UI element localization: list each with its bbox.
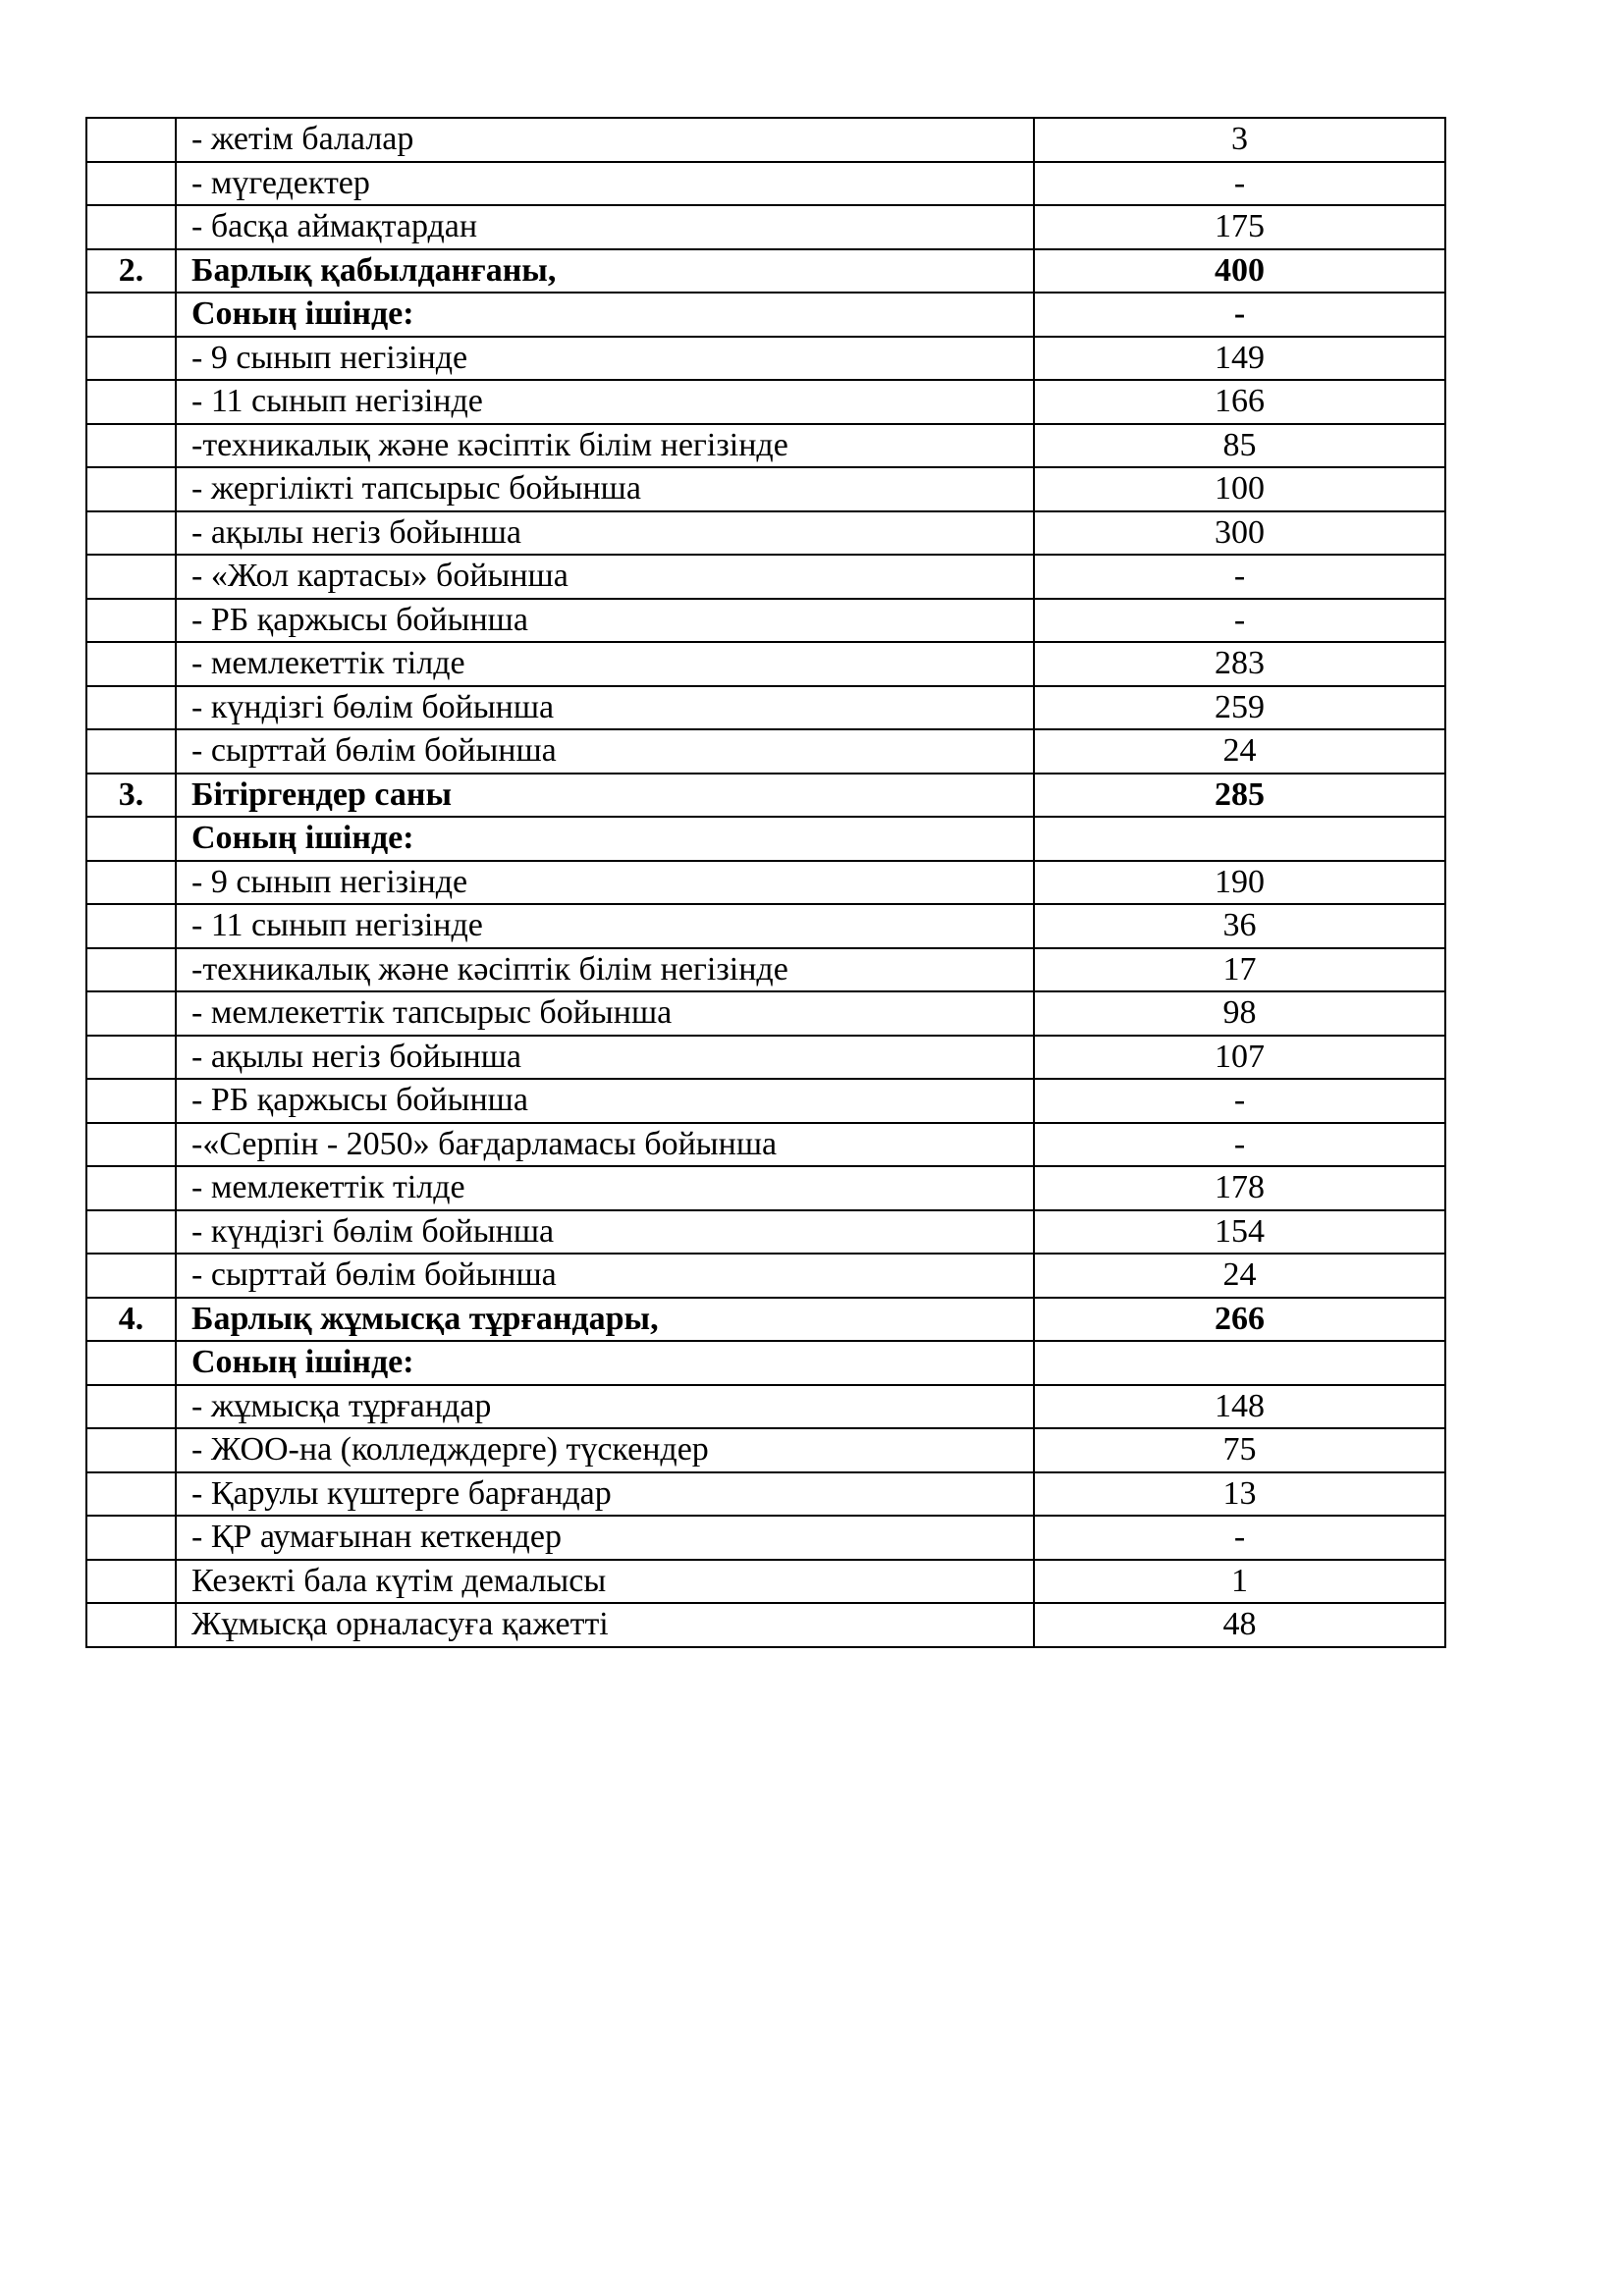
table-row [86, 1210, 1445, 1255]
row-label-cell: - ҚР аумағынан кеткендер [176, 1516, 1034, 1560]
table-row [86, 555, 1445, 599]
row-value-cell: 75 [1034, 1428, 1445, 1472]
row-number-cell [86, 511, 176, 556]
row-value-cell: 36 [1034, 904, 1445, 948]
row-label-cell: - жетім балалар [176, 118, 1034, 162]
row-value-cell: - [1034, 1516, 1445, 1560]
row-value-cell: - [1034, 293, 1445, 337]
row-value-cell: 400 [1034, 249, 1445, 294]
row-value-cell: - [1034, 1123, 1445, 1167]
table-row [86, 205, 1445, 249]
row-value-cell: 98 [1034, 991, 1445, 1036]
row-label-cell: - «Жол картасы» бойынша [176, 555, 1034, 599]
row-label-cell: - 11 сынып негізінде [176, 380, 1034, 424]
row-value-cell [1034, 817, 1445, 861]
row-value-cell: 154 [1034, 1210, 1445, 1255]
row-value-cell: 85 [1034, 424, 1445, 468]
row-label-cell: Соның ішінде: [176, 1341, 1034, 1385]
table-row [86, 1385, 1445, 1429]
row-label-cell: -«Серпін - 2050» бағдарламасы бойынша [176, 1123, 1034, 1167]
table-row [86, 467, 1445, 511]
row-label-cell: - күндізгі бөлім бойынша [176, 1210, 1034, 1255]
row-number-cell [86, 1210, 176, 1255]
row-label-cell: - ақылы негіз бойынша [176, 511, 1034, 556]
row-number-cell [86, 1603, 176, 1647]
row-number-cell [86, 642, 176, 686]
row-number-cell [86, 1428, 176, 1472]
statistics-table [85, 117, 1446, 1648]
table-row [86, 1079, 1445, 1123]
row-label-cell: Бітіргендер саны [176, 774, 1034, 818]
row-value-cell [1034, 1341, 1445, 1385]
table-row [86, 380, 1445, 424]
row-label-cell: - Қарулы күштерге барғандар [176, 1472, 1034, 1517]
row-label-cell: - жұмысқа тұрғандар [176, 1385, 1034, 1429]
row-number-cell: 3. [86, 774, 176, 818]
row-label-cell: - мемлекеттік тапсырыс бойынша [176, 991, 1034, 1036]
table-body [86, 118, 1445, 1647]
row-label-cell: - РБ қаржысы бойынша [176, 1079, 1034, 1123]
table-row [86, 729, 1445, 774]
row-value-cell: 166 [1034, 380, 1445, 424]
row-value-cell: 3 [1034, 118, 1445, 162]
row-number-cell [86, 686, 176, 730]
row-value-cell: 178 [1034, 1166, 1445, 1210]
row-value-cell: 283 [1034, 642, 1445, 686]
row-label-cell: Соның ішінде: [176, 293, 1034, 337]
row-value-cell: 13 [1034, 1472, 1445, 1517]
row-label-cell: Жұмысқа орналасуға қажетті [176, 1603, 1034, 1647]
row-number-cell [86, 1254, 176, 1298]
row-number-cell [86, 1341, 176, 1385]
table-row [86, 249, 1445, 294]
table-row [86, 1428, 1445, 1472]
row-label-cell: -техникалық және кәсіптік білім негізінде [176, 424, 1034, 468]
row-value-cell: 24 [1034, 729, 1445, 774]
row-number-cell [86, 467, 176, 511]
row-label-cell: - 11 сынып негізінде [176, 904, 1034, 948]
row-label-cell: - ақылы негіз бойынша [176, 1036, 1034, 1080]
table-row [86, 1298, 1445, 1342]
row-label-cell: Кезекті бала күтім демалысы [176, 1560, 1034, 1604]
row-value-cell: 1 [1034, 1560, 1445, 1604]
row-value-cell: - [1034, 1079, 1445, 1123]
row-label-cell: Барлық қабылданғаны, [176, 249, 1034, 294]
table-row [86, 904, 1445, 948]
row-number-cell [86, 1385, 176, 1429]
table-row [86, 424, 1445, 468]
row-number-cell [86, 424, 176, 468]
row-label-cell: - сырттай бөлім бойынша [176, 1254, 1034, 1298]
row-number-cell [86, 1036, 176, 1080]
row-label-cell: - 9 сынып негізінде [176, 337, 1034, 381]
table-row [86, 1166, 1445, 1210]
table-row [86, 1341, 1445, 1385]
row-label-cell: - РБ қаржысы бойынша [176, 599, 1034, 643]
row-label-cell: - басқа аймақтардан [176, 205, 1034, 249]
row-label-cell: - күндізгі бөлім бойынша [176, 686, 1034, 730]
table-row [86, 118, 1445, 162]
row-number-cell: 2. [86, 249, 176, 294]
row-label-cell: - мемлекеттік тілде [176, 1166, 1034, 1210]
table-row [86, 1123, 1445, 1167]
table-row [86, 337, 1445, 381]
row-value-cell: 190 [1034, 861, 1445, 905]
row-value-cell: 259 [1034, 686, 1445, 730]
table-row [86, 774, 1445, 818]
row-value-cell: 300 [1034, 511, 1445, 556]
row-number-cell [86, 1079, 176, 1123]
row-number-cell [86, 1516, 176, 1560]
row-value-cell: 107 [1034, 1036, 1445, 1080]
table-row [86, 1254, 1445, 1298]
row-label-cell: Барлық жұмысқа тұрғандары, [176, 1298, 1034, 1342]
table-row [86, 599, 1445, 643]
row-number-cell [86, 904, 176, 948]
row-number-cell [86, 337, 176, 381]
row-number-cell [86, 293, 176, 337]
table-row [86, 861, 1445, 905]
table-row [86, 642, 1445, 686]
row-value-cell: 48 [1034, 1603, 1445, 1647]
row-value-cell: 266 [1034, 1298, 1445, 1342]
row-number-cell [86, 948, 176, 992]
table-row [86, 162, 1445, 206]
table-row [86, 293, 1445, 337]
row-label-cell: -техникалық және кәсіптік білім негізінде [176, 948, 1034, 992]
table-row [86, 1472, 1445, 1517]
row-value-cell: 175 [1034, 205, 1445, 249]
table-row [86, 1603, 1445, 1647]
row-number-cell [86, 729, 176, 774]
table-row [86, 511, 1445, 556]
row-value-cell: - [1034, 162, 1445, 206]
table-row [86, 817, 1445, 861]
table-row [86, 686, 1445, 730]
row-label-cell: - мемлекеттік тілде [176, 642, 1034, 686]
row-label-cell: - жергілікті тапсырыс бойынша [176, 467, 1034, 511]
row-number-cell [86, 1560, 176, 1604]
table-row [86, 948, 1445, 992]
row-value-cell: 285 [1034, 774, 1445, 818]
row-value-cell: 149 [1034, 337, 1445, 381]
row-value-cell: 17 [1034, 948, 1445, 992]
row-number-cell [86, 599, 176, 643]
row-value-cell: 100 [1034, 467, 1445, 511]
row-number-cell [86, 555, 176, 599]
row-label-cell: - 9 сынып негізінде [176, 861, 1034, 905]
row-number-cell [86, 991, 176, 1036]
row-label-cell: Соның ішінде: [176, 817, 1034, 861]
row-number-cell [86, 118, 176, 162]
row-number-cell [86, 205, 176, 249]
row-number-cell [86, 1123, 176, 1167]
row-label-cell: - мүгедектер [176, 162, 1034, 206]
table-row [86, 991, 1445, 1036]
row-number-cell [86, 817, 176, 861]
table-row [86, 1560, 1445, 1604]
row-value-cell: - [1034, 555, 1445, 599]
row-number-cell [86, 162, 176, 206]
table-row [86, 1516, 1445, 1560]
row-label-cell: - ЖОО-на (колледждерге) түскендер [176, 1428, 1034, 1472]
row-value-cell: 148 [1034, 1385, 1445, 1429]
row-number-cell [86, 861, 176, 905]
row-label-cell: - сырттай бөлім бойынша [176, 729, 1034, 774]
table-row [86, 1036, 1445, 1080]
row-number-cell [86, 1472, 176, 1517]
row-number-cell: 4. [86, 1298, 176, 1342]
row-number-cell [86, 1166, 176, 1210]
row-value-cell: 24 [1034, 1254, 1445, 1298]
row-value-cell: - [1034, 599, 1445, 643]
row-number-cell [86, 380, 176, 424]
